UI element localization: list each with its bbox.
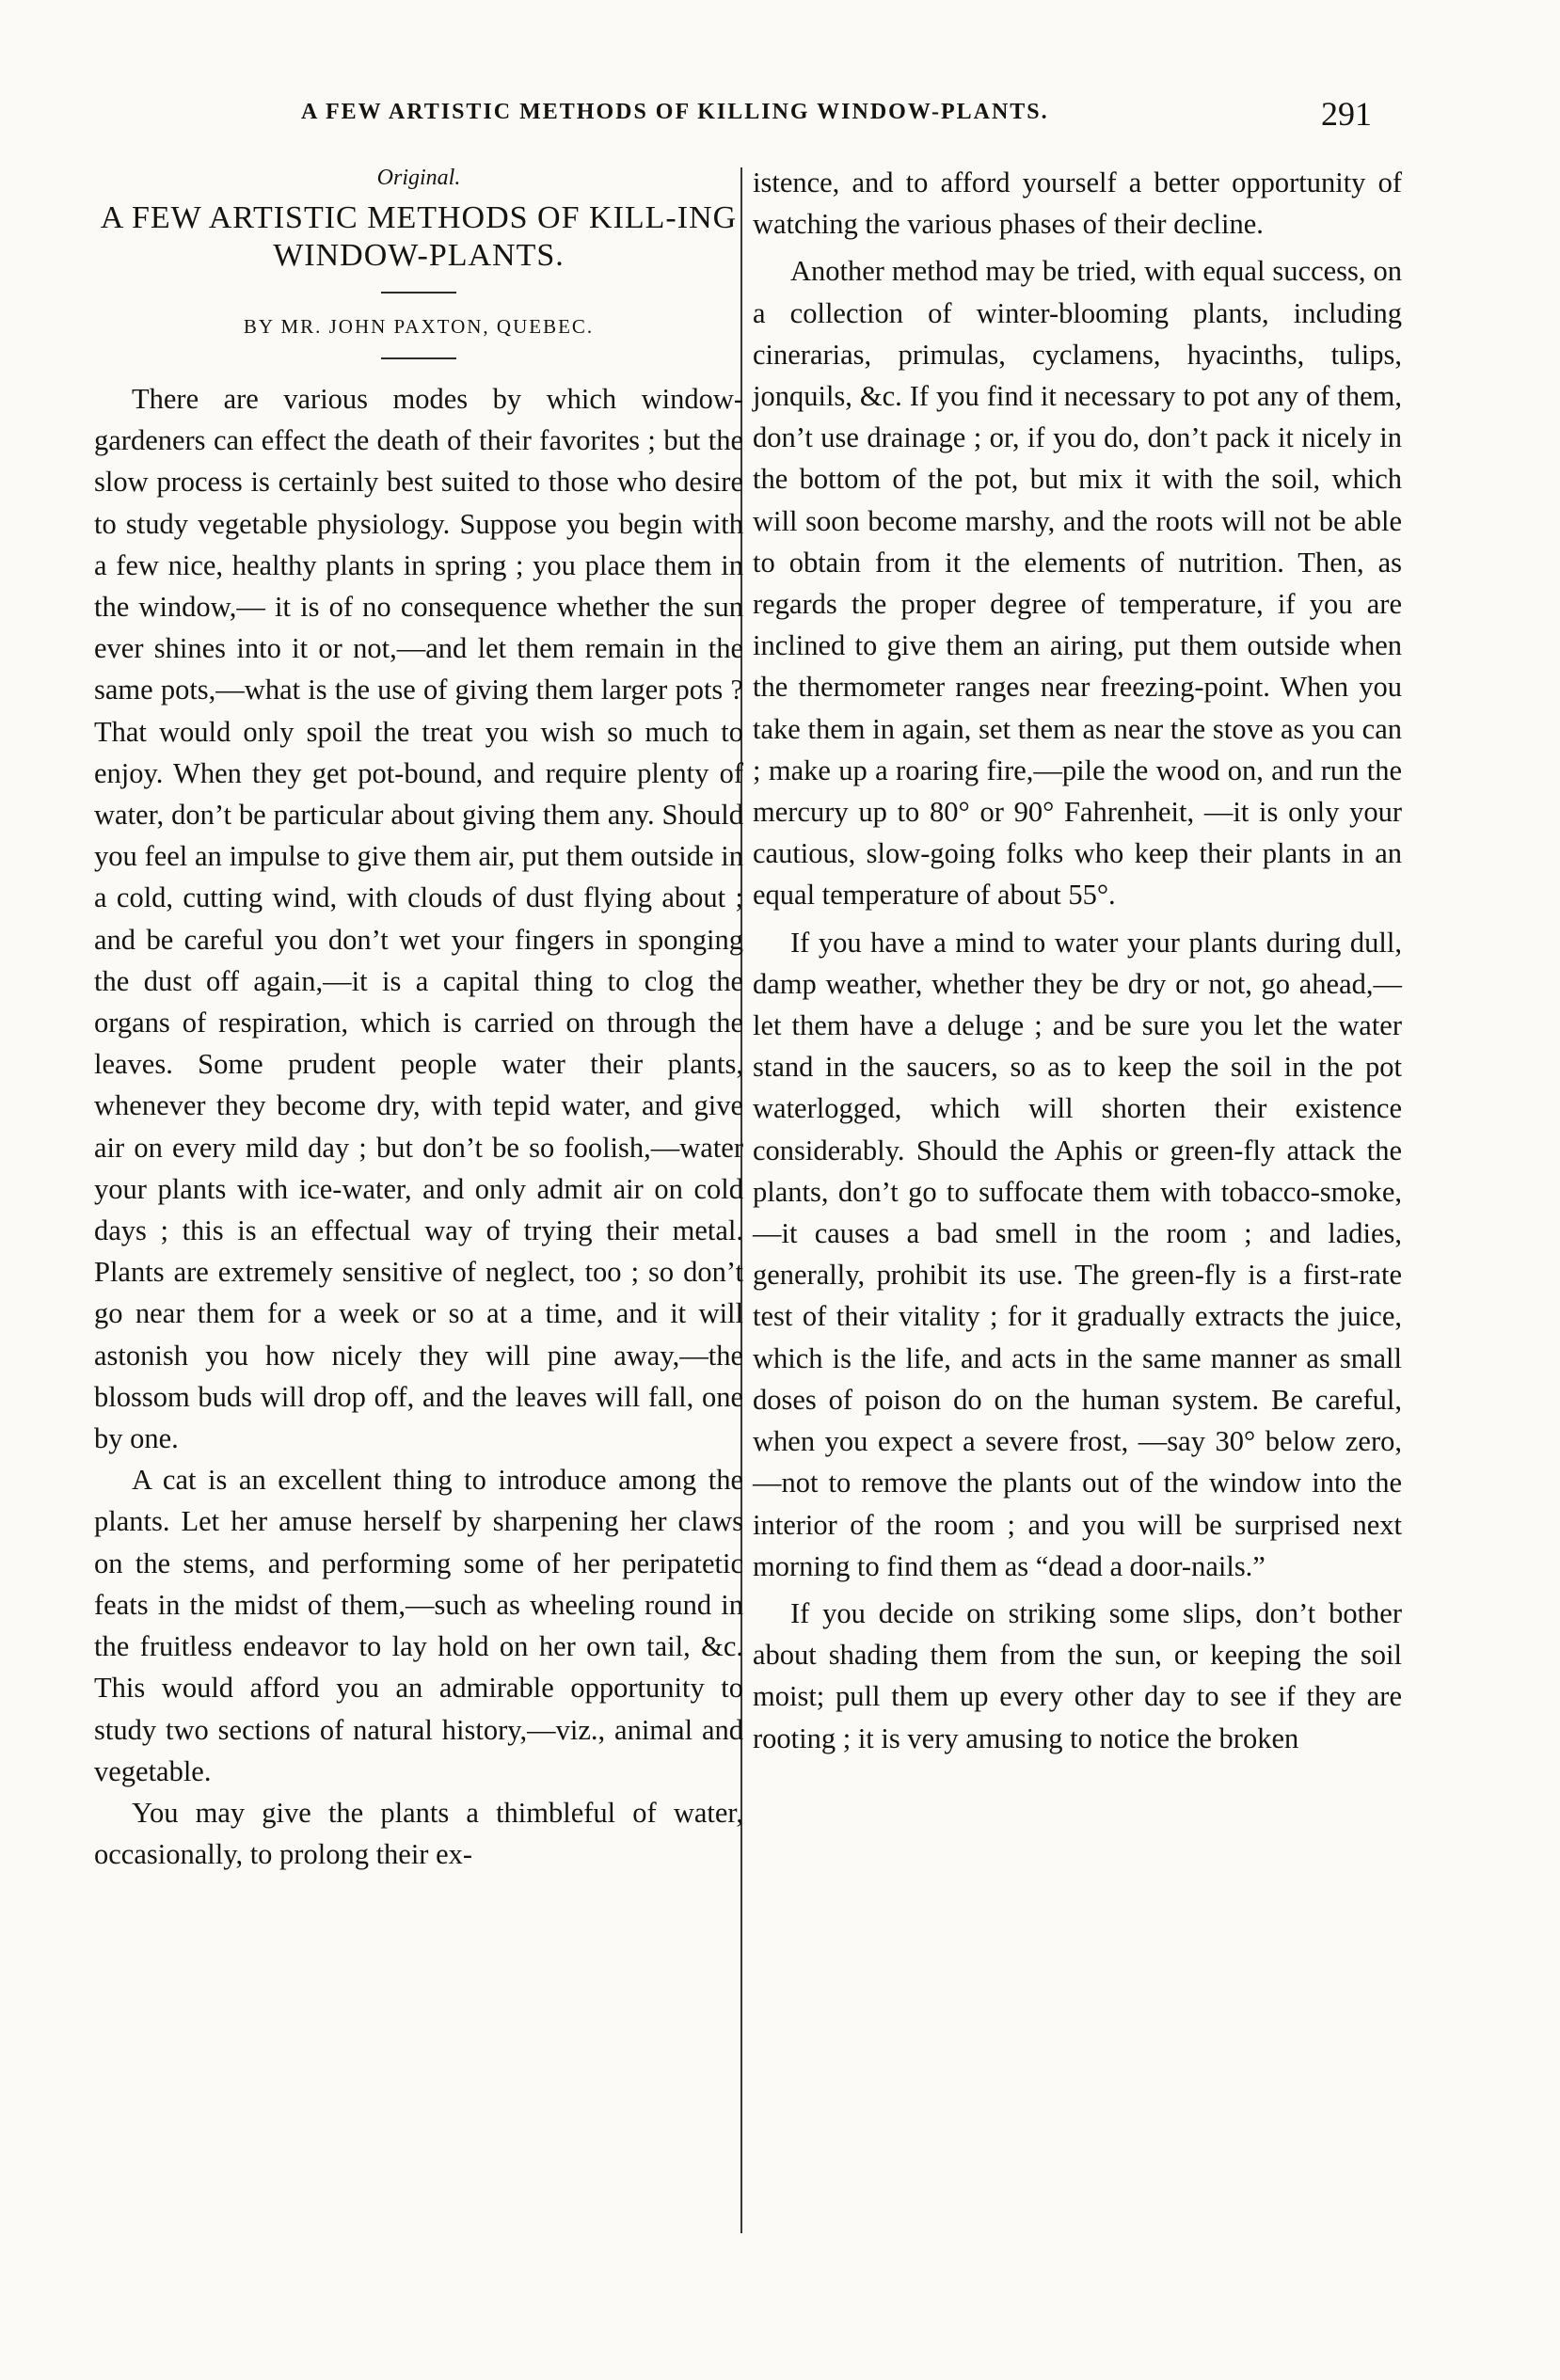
paragraph: You may give the plants a thimbleful of water, occasionally, to prolong their ex-	[94, 1796, 743, 1871]
paragraph: There are various modes by which window-gardeners can effect the death of their favorites ; but the slow process is certainly best suited to those who desire to study vegetable physiology. Suppose you begin with a few nice, healthy plants in spring ; you place them in the window,— it is of no consequence whether the sun ever shines into it or not,—and let them remain in the same pots,—what is the use of giving them larger pots ? That would only spoil the treat you wish so much to enjoy. When they get pot-bound, and require plenty of water, don’t be particular about giving them any. Should you feel an impulse to give them air, put them outside in a cold, cutting wind, with clouds of dust flying about ; and be careful you don’t wet your fingers in sponging the dust off again,—it is a capital thing to clog the organs of respiration, which is carried on through the leaves. Some prudent people water their plants, whenever they become dry, with tepid water, and give air on every mild day ; but don’t be so foolish,—water your plants with ice-water, and only admit air on cold days ; this is an effectual way of trying their metal. Plants are extremely sensitive of neglect, too ; so don’t go near them for a week or so at a time, and it will astonish you how nicely they will pine away,—the blossom buds will drop off, and the leaves will fall, one by one.	[94, 383, 743, 1455]
page-number: 291	[1321, 95, 1372, 133]
article-byline: BY MR. JOHN PAXTON, QUEBEC.	[243, 315, 595, 338]
left-column	[94, 162, 743, 1875]
paragraph: Another method may be tried, with equal success, on a collection of winter-blooming plants, including cinerarias, primulas, cyclamens, hyacinths, tulips, jonquils, &c. If you find it necessary to pot any of them, don’t use drainage ; or, if you do, don’t pack it nicely in the bottom of the pot, but mix it with the soil, which will soon become marshy, and the roots will not be able to obtain from it the elements of nutrition. Then, as regards the proper degree of temperature, if you are inclined to give them an airing, put them outside when the thermometer ranges near freezing-point. When you take them in again, set them as near the stove as you can ; make up a roaring fire,—pile the wood on, and run the mercury up to 80° or 90° Fahrenheit, —it is only your cautious, slow-going folks who keep their plants in an equal temperature of about 55°.	[753, 255, 1402, 912]
paragraph: istence, and to afford yourself a better opportunity of watching the various phases of their decline.	[753, 167, 1402, 241]
paragraph: If you have a mind to water your plants during dull, damp weather, whether they be dry or not, go ahead,—let them have a deluge ; and be sure you let the water stand in the saucers, so as to keep the soil in the pot waterlogged, which will shorten their existence considerably. Should the Aphis or green-fly attack the plants, don’t go to suffocate them with tobacco-smoke,—it causes a bad smell in the room ; and ladies, generally, prohibit its use. The green-fly is a first-rate test of their vitality ; for it gradually extracts the juice, which is the life, and acts in the same manner as small doses of poison do on the human system. Be careful, when you expect a severe frost, —say 30° below zero,—not to remove the plants out of the window into the interior of the room ; and you will be surprised next morning to find them as “dead a door-nails.”	[753, 926, 1402, 1582]
article-title: A FEW ARTISTIC METHODS OF KILL-ING WINDOW-PLANTS.	[100, 200, 738, 273]
paragraph: If you decide on striking some slips, don’t bother about shading them from the sun, or keeping the soil moist; pull them up every other day to see if they are rooting ; it is very amusing to notice the broken	[753, 1596, 1402, 1754]
running-head	[0, 94, 1560, 141]
running-title: A FEW ARTISTIC METHODS OF KILLING WINDOW-PLANTS.	[301, 100, 1049, 124]
article-kicker: Original.	[376, 166, 461, 190]
right-column	[753, 162, 1402, 1759]
title-rule	[381, 292, 456, 294]
byline-rule	[381, 357, 456, 359]
paragraph: A cat is an excellent thing to introduce among the plants. Let her amuse herself by sharpening her claws on the stems, and performing some of her peripatetic feats in the midst of them,—such as wheeling round in the fruitless endeavor to lay hold on her own tail, &c. This would afford you an admirable opportunity to study two sections of natural history,—viz., animal and vegetable.	[94, 1464, 743, 1787]
